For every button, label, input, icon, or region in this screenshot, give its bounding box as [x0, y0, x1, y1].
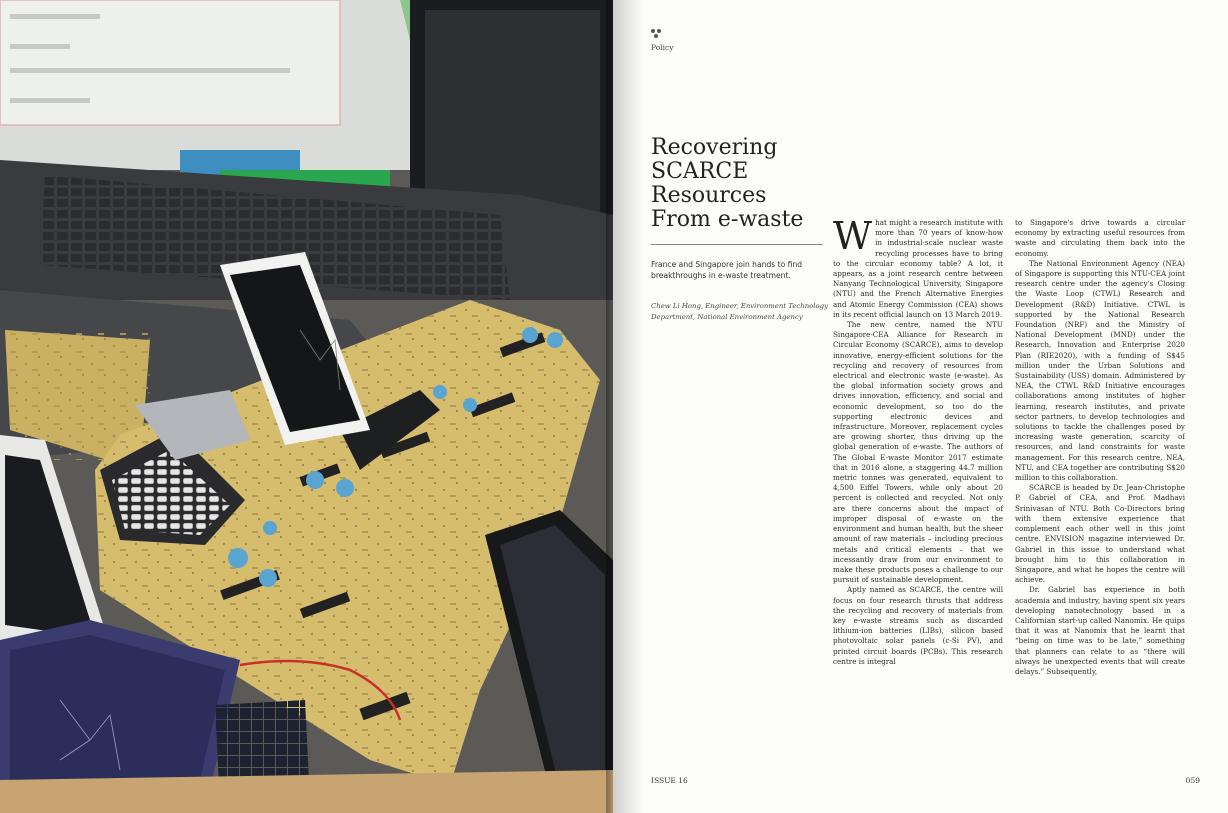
section-label: Policy	[651, 43, 674, 52]
title-divider	[651, 244, 823, 245]
page-number: 059	[1185, 776, 1200, 785]
e-waste-illustration	[0, 0, 613, 813]
body-paragraph: Dr. Gabriel has experience in both academia and industry, having spent six years developing nanotechnology based in a Californian start-up called Nanomix. He quips that it was at Nanomix that he learnt that “being on time was to be late,” something that planners can relate to as “there will always be unexpected events that will create delays.” Subsequently,	[1015, 585, 1185, 676]
article-title: Recovering SCARCE Resources From e-waste	[651, 135, 804, 232]
body-paragraph: The new centre, named the NTU Singapore-CEA Alliance for Research in Circular Economy (SCARCE), aims to develop innovative, energy-efficient solutions for the recycling and recovery of resources from electrical and electronic waste (e-waste). As the global information society grows and drives innovation, efficiency, and social and economic development, so too do the supporting electronic devices and infrastructure. Moreover, replacement cycles are growing shorter, thus driving up the global generation of e-waste. The authors of The Global E-waste Monitor 2017 estimate that in 2016 alone, a staggering 44.7 million metric tonnes was generated, equivalent to 4,500 Eiffel Towers, while only about 20 percent is collected and recycled. Not only are there concerns about the impact of improper disposal of e-waste on the environment and human health, but the sheer amount of raw materials – including precious metals and critical elements – that we incessantly draw from our environment to make these products poses a challenge to our pursuit of sustainable development.	[833, 320, 1003, 585]
drop-cap: W	[833, 218, 873, 258]
section-logo-icon	[651, 29, 665, 41]
body-paragraph: The National Environment Agency (NEA) of Singapore is supporting this NTU-CEA joint research centre under the agency's Closing the Waste Loop (CTWL) Research and Development (R&D) Initiative. CTWL is supported by the National Research Foundation (NRF) and the Ministry of National Development (MND) under the Research, Innovation and Enterprise 2020 Plan (RIE2020), with a funding of S$45 million under the Urban Solutions and Sustainability (USS) domain. Administered by NEA, the CTWL R&D Initiative encourages collaborations among institutes of higher learning, research institutes, and private sector partners, to develop technologies and solutions to tackle the challenges posed by increasing waste generation, scarcity of resources, and land constraints for waste management. For this research centre, NEA, NTU, and CEA together are contributing S$20 million to this collaboration.	[1015, 258, 1185, 483]
body-paragraph: hat might a research institute with more than 70 years of know-how in industrial-scale nuclear waste recycling processes have to bring to the circular economy table? A lot, it appears, as a joint research centre between Nanyang Technological University, Singapore (NTU) and the French Alternative Energies and Atomic Energy Commission (CEA) shows in its recent official launch on 13 March 2019.	[833, 218, 1003, 319]
body-paragraph: to Singapore's drive towards a circular economy by extracting useful resources from waste and circulating them back into the economy.	[1015, 218, 1185, 258]
article-byline: Chew Li Hong, Engineer, Environment Technology Department, National Environment Agency	[651, 302, 828, 321]
body-column-1	[833, 218, 1003, 763]
e-waste-photo	[0, 0, 613, 813]
body-column-2	[1015, 218, 1185, 763]
body-paragraph: SCARCE is headed by Dr. Jean-Christophe P. Gabriel of CEA, and Prof. Madhavi Srinivasan of NTU. Both Co-Directors bring with them extensive experience that complement each other well in this joint centre. ENVISION magazine interviewed Dr. Gabriel in this issue to understand what brought him to this collaboration in Singapore, and what he hopes the centre will achieve.	[1015, 483, 1185, 585]
issue-number: ISSUE 16	[651, 776, 688, 785]
article-page	[613, 0, 1228, 813]
body-paragraph: Aptly named as SCARCE, the centre will focus on four research thrusts that address the recycling and recovery of materials from key e-waste streams such as discarded lithium-ion batteries (LIBs), silicon based photovoltaic solar panels (c-Si PV), and printed circuit boards (PCBs). This research centre is integral	[833, 585, 1003, 666]
article-subtitle: France and Singapore join hands to find breakthroughs in e-waste treatment.	[651, 260, 803, 280]
